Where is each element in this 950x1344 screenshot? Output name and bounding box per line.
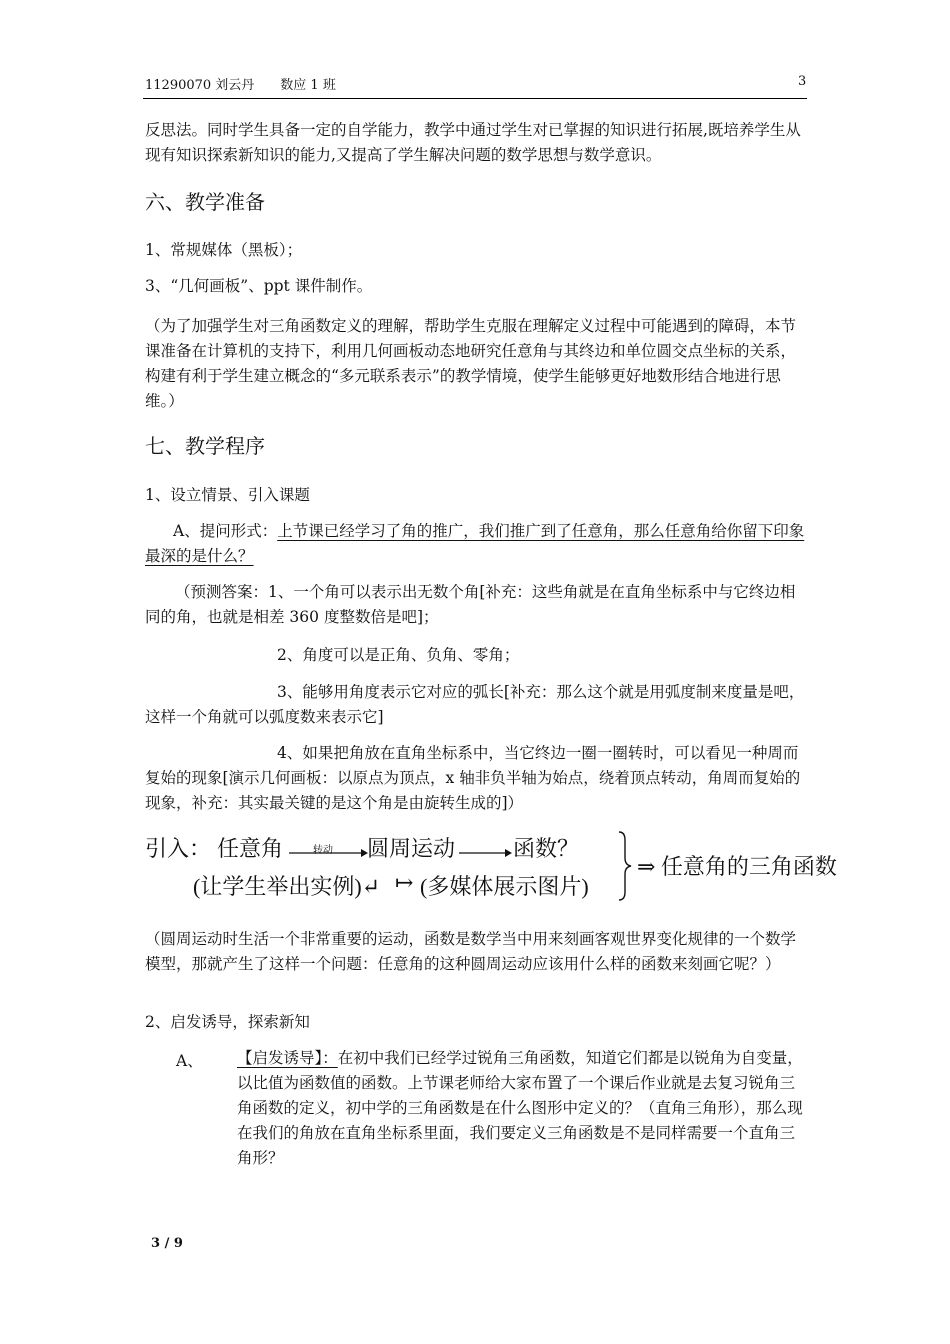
note-circular-motion: （圆周运动时生活一个非常重要的运动，函数是数学当中用来刻画客观世界变化规律的一个数学模型，那就产生了这样一个问题：任意角的这种圆周运动应该用什么样的函数来刻画它呢？） <box>145 930 797 973</box>
formula-multimedia: (多媒体展示图片) <box>420 874 589 899</box>
question-label: A、提问形式： <box>173 522 278 540</box>
item-a-label: A、 <box>176 1052 203 1070</box>
note-preparation: （为了加强学生对三角函数定义的理解，帮助学生克服在理解定义过程中可能遇到的障碍，本节课准备在计算机的支持下，利用几何画板动态地研究任意角与其终边和单位圆交点坐标的关系，构建有利于学生建立概念的“多元联系表示”的教学情境，使学生能够更好地数形结合地进行思维。） <box>145 317 797 410</box>
header-page-number: 3 <box>798 74 807 89</box>
formula-function: 函数？ <box>513 836 580 861</box>
step-1-heading: 1、设立情景、引入课题 <box>145 486 310 504</box>
arrow-plain <box>457 838 515 860</box>
answer-1: （预测答案：1、一个角可以表示出无数个角[补充：这些角就是在直角坐标系中与它终边相同的角，也就是相差 360 度整数倍是吧]； <box>145 583 796 626</box>
guidance-block <box>237 1046 810 1171</box>
footer-page-counter: 3 / 9 <box>151 1236 183 1251</box>
question-text: 上节课已经学习了角的推广，我们推广到了任意角，那么任意角给你留下印象最深的是什么？ <box>145 522 805 565</box>
prep-item-1: 1、常规媒体（黑板）； <box>145 241 303 259</box>
paragraph-reflection: 反思法。同时学生具备一定的自学能力，教学中通过学生对已掌握的知识进行拓展,既培养学生从现有知识探索新知识的能力,又提高了学生解决问题的数学思想与数学意识。 <box>145 121 801 164</box>
section-heading-procedure: 七、教学程序 <box>145 434 265 458</box>
formula-result: ⇒ 任意角的三角函数 <box>637 854 837 879</box>
step-2-heading: 2、启发诱导，探索新知 <box>145 1013 310 1031</box>
mapsto-symbol: ↦ <box>395 870 414 895</box>
header-rule <box>143 98 807 99</box>
answer-2: 2、角度可以是正角、负角、零角； <box>277 646 520 664</box>
formula-examples: (让学生举出实例)↵ <box>193 874 381 899</box>
answer-3: 3、能够用角度表示它对应的弧长[补充：那么这个就是用弧度制来度量是吧，这样一个角就可以弧度数来表示它] <box>145 683 805 726</box>
header-author: 11290070 刘云丹 数应 1 班 <box>145 78 336 93</box>
prep-item-3: 3、“几何画板”、ppt 课件制作。 <box>145 277 373 295</box>
formula-circular-motion: 圆周运动 <box>367 836 456 861</box>
right-brace-icon <box>615 830 635 902</box>
guidance-label: 【启发诱导】： <box>237 1049 338 1067</box>
formula-block <box>145 832 945 902</box>
arrow-rotate-label: 转动 <box>313 845 333 856</box>
formula-any-angle: 任意角 <box>217 836 284 861</box>
section-heading-preparation: 六、教学准备 <box>145 190 265 214</box>
answer-4: 4、如果把角放在直角坐标系中，当它终边一圈一圈转时，可以看见一种周而复始的现象[演示几何画板：以原点为顶点，x 轴非负半轴为始点，绕着顶点转动，角周而复始的现象，补充：其实最关键的是这个角是由旋转生成的]） <box>145 744 801 812</box>
guidance-text: 在初中我们已经学过锐角三角函数，知道它们都是以锐角为自变量，以比值为函数值的函数。上节课老师给大家布置了一个课后作业就是去复习锐角三角函数的定义，初中学的三角函数是在什么图形中定义的？（直角三角形），那么现在我们的角放在直角坐标系里面，我们要定义三角函数是不是同样需要一个直角三角形？ <box>237 1049 803 1167</box>
formula-intro: 引入： <box>145 836 212 861</box>
question-block <box>145 519 810 569</box>
